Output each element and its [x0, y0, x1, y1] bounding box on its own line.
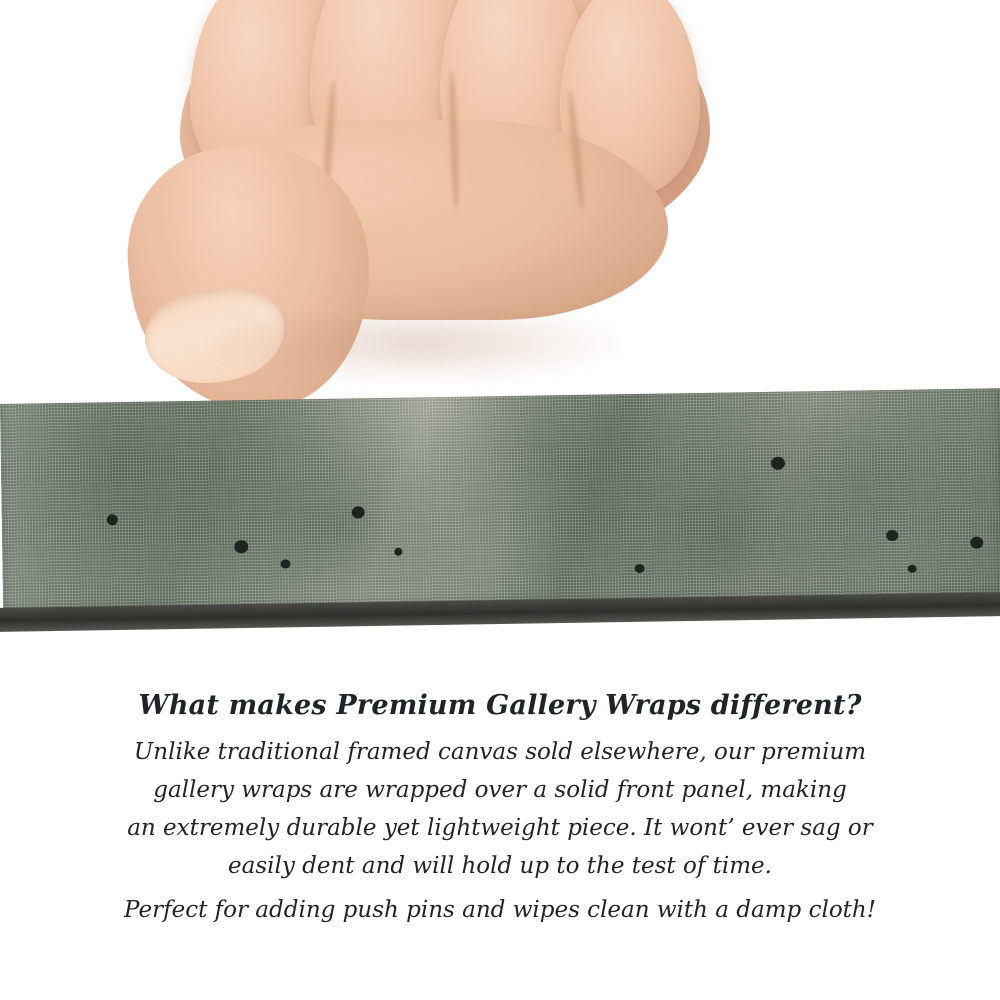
canvas-speck [107, 514, 118, 525]
caption-line-2: gallery wraps are wrapped over a solid front panel, making [153, 777, 847, 803]
canvas-edge-strip [0, 388, 1000, 616]
canvas-speck [908, 565, 917, 573]
caption-block [0, 690, 1000, 929]
hand-shadow [210, 315, 630, 385]
canvas-weave-texture [0, 388, 1000, 616]
caption-line-3: an extremely durable yet lightweight piece. It wont’ ever sag or [127, 815, 873, 841]
caption-line-1: Unlike traditional framed canvas sold elsewhere, our premium [133, 739, 867, 765]
hand-illustration [120, 0, 740, 430]
canvas-speck [394, 548, 402, 556]
caption-line-4: easily dent and will hold up to the test of time. [228, 853, 772, 879]
caption-final-line: Perfect for adding push pins and wipes clean with a damp cloth! [124, 897, 876, 923]
caption-title: What makes Premium Gallery Wraps different? [138, 690, 862, 721]
